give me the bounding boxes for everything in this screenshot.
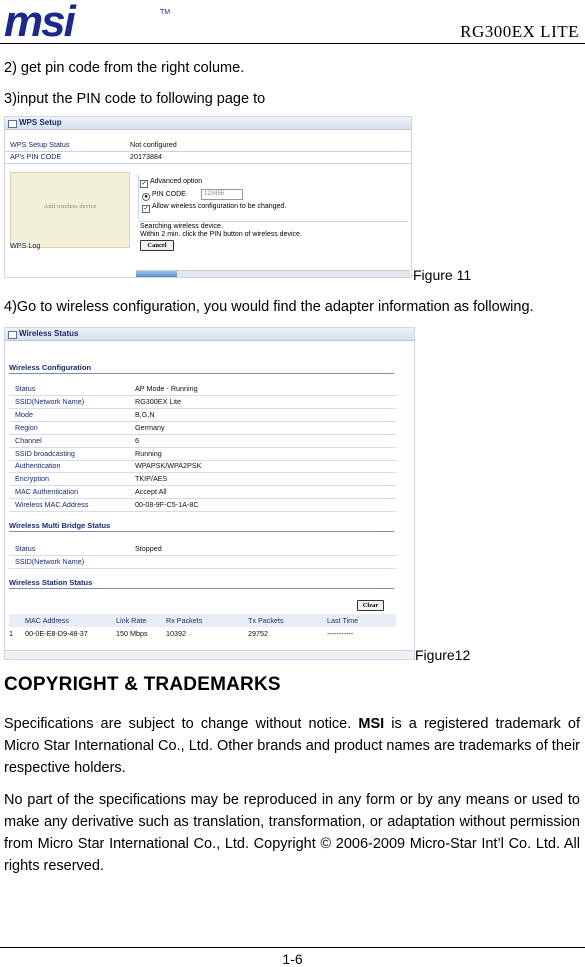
table-row: [9, 555, 396, 569]
wps-status-label: WPS Setup Status: [10, 140, 70, 149]
divider: [138, 221, 408, 222]
table-row: [9, 498, 396, 512]
add-wireless-device-text: Add wireless device: [43, 203, 97, 210]
multi-bridge-section-title: Wireless Multi Bridge Status: [9, 521, 111, 530]
horizontal-scrollbar[interactable]: [5, 650, 414, 659]
section-underline: [9, 373, 394, 374]
row-link-rate: 150 Mbps: [116, 629, 148, 638]
panel-icon: [8, 120, 17, 128]
row-tx: 29752: [248, 629, 268, 638]
wireless-status-title: Wireless Status: [19, 329, 79, 338]
col-link-rate: Link Rate: [116, 616, 147, 625]
col-last-time: Last Time: [327, 616, 359, 625]
row-label: SSID broadcasting: [15, 448, 75, 458]
page-number: 1-6: [282, 951, 303, 967]
table-row: [9, 434, 396, 448]
wps-setup-header: [5, 117, 411, 130]
footer-rule: [0, 947, 585, 948]
row-label: Authentication: [15, 461, 61, 471]
figure-11-wps-setup: [4, 116, 412, 278]
panel-icon: [8, 331, 17, 339]
row-label: Encryption: [15, 474, 49, 484]
row-label: Status: [15, 544, 36, 553]
model-name: RG300EX LITE: [460, 22, 579, 41]
row-value: Running: [135, 448, 162, 458]
figure-12-wireless-status: [4, 327, 415, 660]
logo-trademark: TM: [160, 9, 171, 16]
p1-after: is a registered trademark of Micro Star International Co., Ltd. Other brands and product names are trademarks of their respective holders.: [4, 716, 580, 776]
wps-progress-track: [136, 270, 410, 277]
row-label: Mode: [15, 409, 33, 419]
logo-brand-text: msi: [4, 4, 74, 40]
header-rule: [0, 43, 585, 44]
station-section-title: Wireless Station Status: [9, 578, 93, 587]
col-rx-packets: Rx Packets: [166, 616, 203, 625]
wps-setup-title: WPS Setup: [19, 118, 62, 127]
section-underline: [9, 531, 394, 532]
within-text: Within 2 min. click the PIN button of wireless device.: [140, 231, 302, 238]
row-label: Region: [15, 422, 38, 432]
advanced-option-label: Advanced option: [150, 178, 203, 185]
pin-code-label: PIN CODE: [152, 191, 186, 198]
station-table-header: [9, 614, 396, 627]
ap-pin-value: 20173884: [130, 152, 162, 161]
table-row: [9, 395, 396, 409]
section-underline: [9, 588, 394, 589]
wps-progress-fill: [136, 271, 177, 277]
wps-status-value: Not configured: [130, 140, 177, 149]
row-value: Germany: [135, 422, 165, 432]
row-value: WPAPSK/WPA2PSK: [135, 461, 202, 471]
row-value: AP Mode - Running: [135, 384, 198, 393]
table-row: [9, 627, 396, 640]
row-value: RG300EX Lite: [135, 396, 181, 406]
row-value: 00-08-9F-C5-1A-8C: [135, 500, 199, 510]
wireless-config-section-title: Wireless Configuration: [9, 363, 92, 372]
copyright-paragraph-2: No part of the specifications may be reproduced in any form or by any means or used to make any derivative such as translation, transformation, or adaptation without permission from Micro Star International Co., Ltd. Copyright © 2006-2009 Micro-Star Int’l Co. Ltd. All rights reserved.: [4, 792, 580, 874]
pin-code-input[interactable]: 123456: [201, 189, 243, 200]
p1-before: Specifications are subject to change without notice.: [4, 716, 352, 732]
row-label: Wireless MAC Address: [15, 500, 89, 510]
row-rx: 10392: [166, 629, 186, 638]
row-label: SSID(Network Name): [15, 556, 85, 566]
row-value: TKIP/AES: [135, 474, 168, 484]
wireless-status-header: [5, 328, 414, 341]
row-last-time: -----------: [327, 629, 354, 638]
row-index: 1: [9, 629, 13, 638]
table-row: [9, 421, 396, 435]
allow-config-checkbox[interactable]: ✓: [143, 206, 149, 212]
row-label: Status: [15, 384, 36, 393]
ap-pin-label: AP's PIN CODE: [10, 152, 62, 161]
row-label: MAC Authentication: [15, 487, 79, 497]
clear-button[interactable]: Clear: [357, 600, 384, 611]
p1-brand-bold: MSI: [358, 716, 385, 732]
copyright-title: COPYRIGHT & TRADEMARKS: [4, 674, 281, 695]
step-2-text: 2) get pin code from the right colume.: [4, 60, 245, 76]
row-mac: 00-0E-E8-D9-48-37: [25, 629, 88, 638]
advanced-option-checkbox[interactable]: ✓: [141, 181, 147, 187]
step-3-text: 3)input the PIN code to following page to: [4, 91, 266, 107]
wps-log-label: WPS Log: [10, 241, 41, 250]
row-value: Accept All: [135, 487, 167, 497]
copyright-paragraph-1: [4, 713, 580, 779]
allow-config-label: Allow wireless configuration to be changed.: [152, 203, 287, 210]
row-value: Stopped: [135, 544, 162, 553]
table-row: [9, 485, 396, 499]
divider: [138, 175, 139, 219]
cancel-button[interactable]: Cancel: [140, 240, 174, 251]
add-wireless-device-panel[interactable]: [10, 172, 130, 248]
col-tx-packets: Tx Packets: [248, 616, 284, 625]
msi-logo: [4, 4, 184, 40]
row-value: B,G,N: [135, 409, 155, 419]
figure-12-caption: Figure12: [415, 647, 471, 663]
row-value: 6: [135, 435, 139, 445]
step-4-text: 4)Go to wireless configuration, you would find the adapter information as following.: [4, 299, 534, 315]
table-row: [9, 459, 396, 473]
col-mac-address: MAC Address: [25, 616, 69, 625]
row-label: SSID(Network Name): [15, 396, 85, 406]
searching-text: Searching wireless device.: [140, 223, 223, 230]
ap-pin-row: [5, 150, 411, 164]
table-row: [9, 382, 396, 396]
table-row: [9, 472, 396, 486]
row-label: Channel: [15, 435, 42, 445]
table-row: [9, 542, 396, 556]
pin-code-radio[interactable]: ●: [142, 193, 150, 201]
table-row: [9, 408, 396, 422]
table-row: [9, 447, 396, 461]
figure-11-caption: Figure 11: [413, 267, 472, 283]
